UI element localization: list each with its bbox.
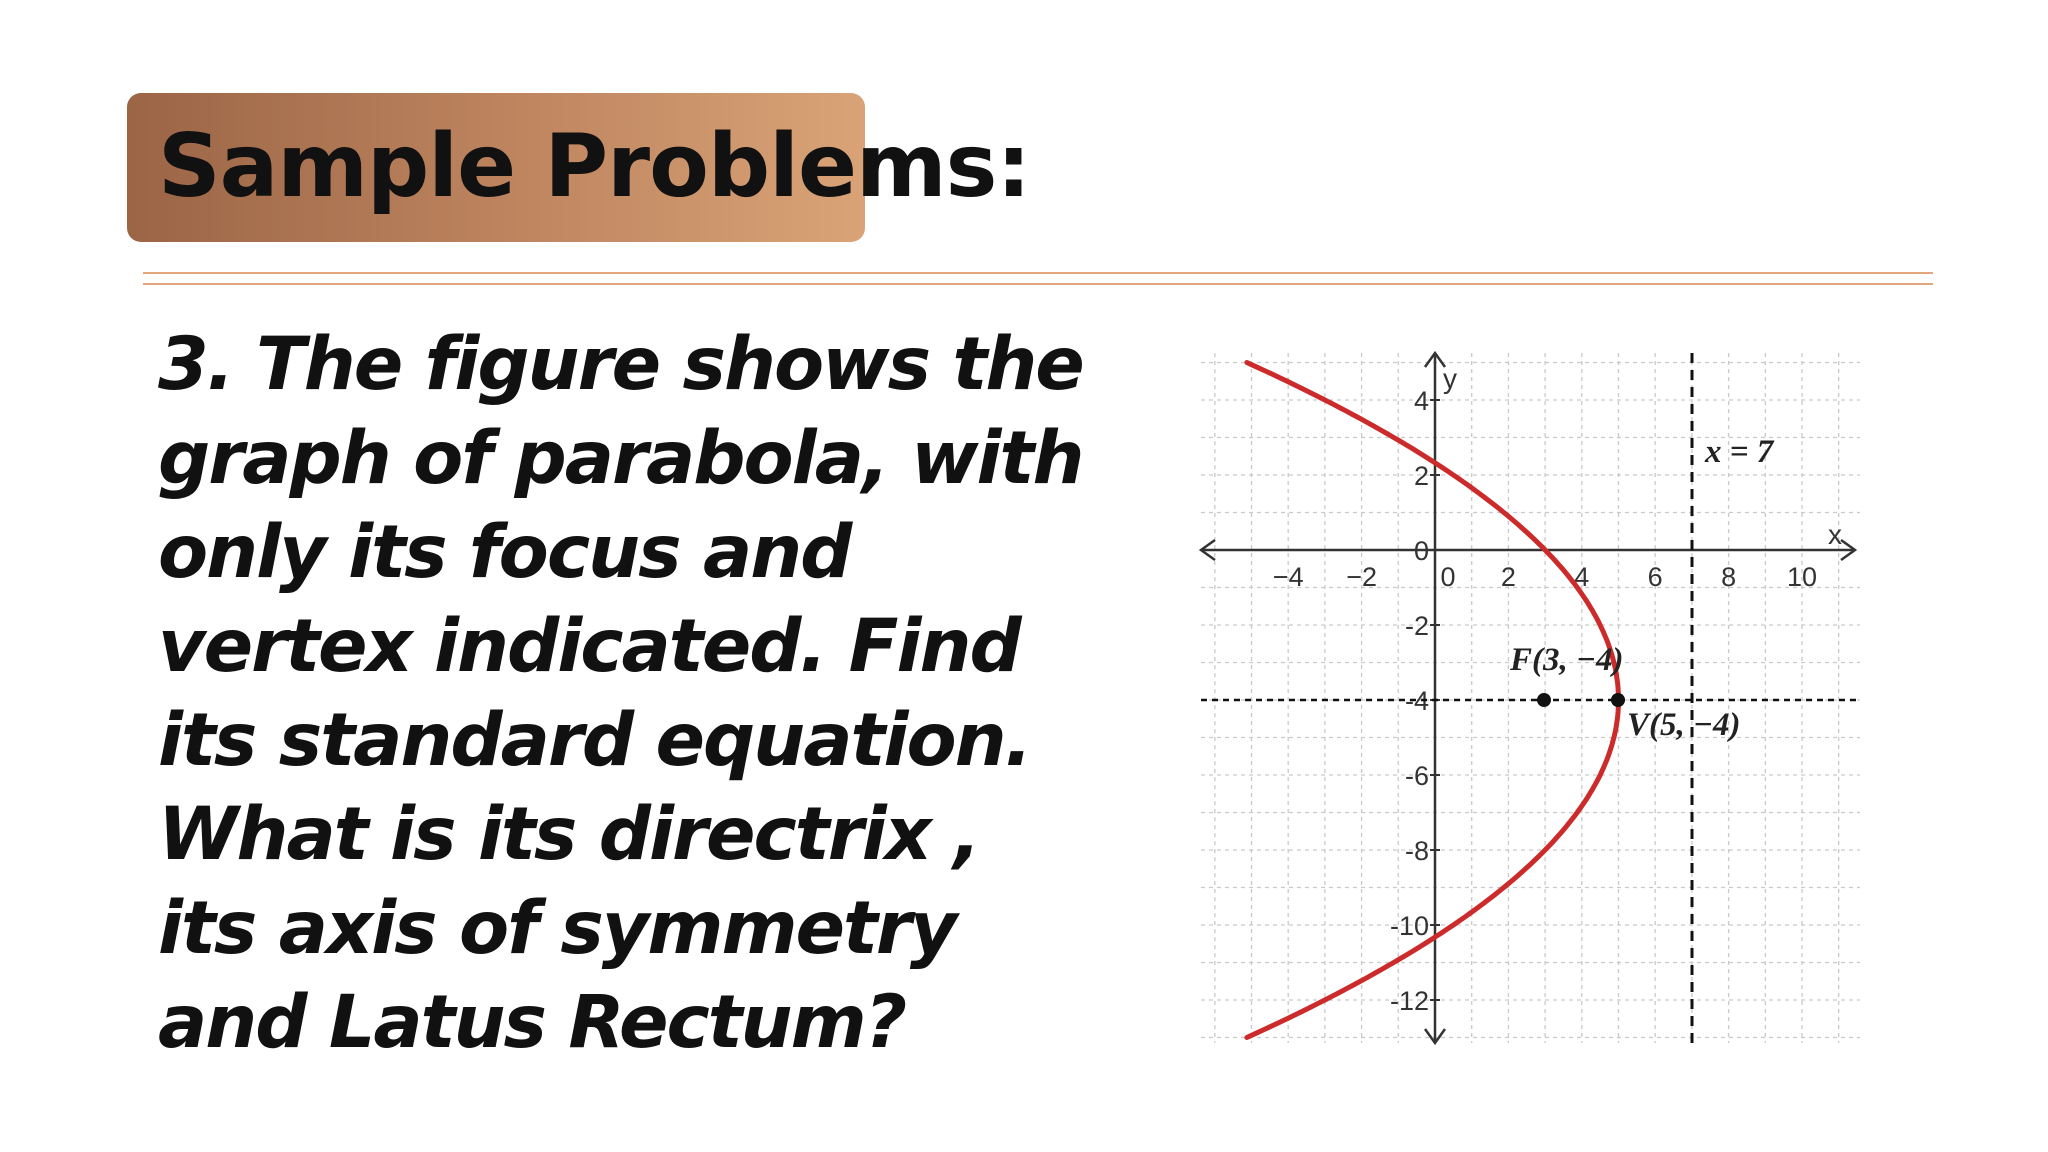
x-axis-label: x — [1828, 519, 1842, 550]
x-tick-label: −2 — [1346, 562, 1377, 592]
y-tick-label: -10 — [1389, 911, 1429, 941]
directrix-label: x = 7 — [1705, 434, 1774, 470]
y-axis-label: y — [1443, 363, 1457, 394]
x-tick-label: 0 — [1440, 562, 1456, 592]
divider-line — [143, 272, 1933, 274]
y-tick-label: -8 — [1404, 836, 1429, 866]
divider-line — [143, 283, 1933, 285]
x-tick-label: 6 — [1647, 562, 1663, 592]
x-tick-label: 4 — [1574, 562, 1590, 592]
focus-point — [1537, 693, 1551, 707]
parabola-graph — [1195, 338, 1875, 1058]
x-tick-label: 2 — [1500, 562, 1516, 592]
vertex-point — [1611, 693, 1625, 707]
y-tick-label: 2 — [1413, 461, 1429, 491]
y-tick-label: -12 — [1389, 986, 1429, 1016]
y-tick-label: 4 — [1413, 386, 1429, 416]
problem-statement: 3. The figure shows the graph of parabola, with only its focus and vertex indicated. Find its standard equation. What is its directrix , its axis of symmetry and Latus Rectum? — [158, 322, 1083, 1065]
x-tick-label: 10 — [1786, 562, 1818, 592]
y-tick-label: 0 — [1413, 536, 1429, 566]
x-tick-label: 8 — [1721, 562, 1737, 592]
y-tick-label: -4 — [1404, 686, 1429, 716]
y-tick-label: -6 — [1404, 761, 1429, 791]
x-tick-label: −4 — [1272, 562, 1304, 592]
slide-title: Sample Problems: — [158, 115, 1031, 217]
focus-label: F(3, −4) — [1510, 642, 1624, 678]
y-tick-label: -2 — [1404, 611, 1429, 641]
vertex-label: V(5, −4) — [1627, 707, 1741, 743]
